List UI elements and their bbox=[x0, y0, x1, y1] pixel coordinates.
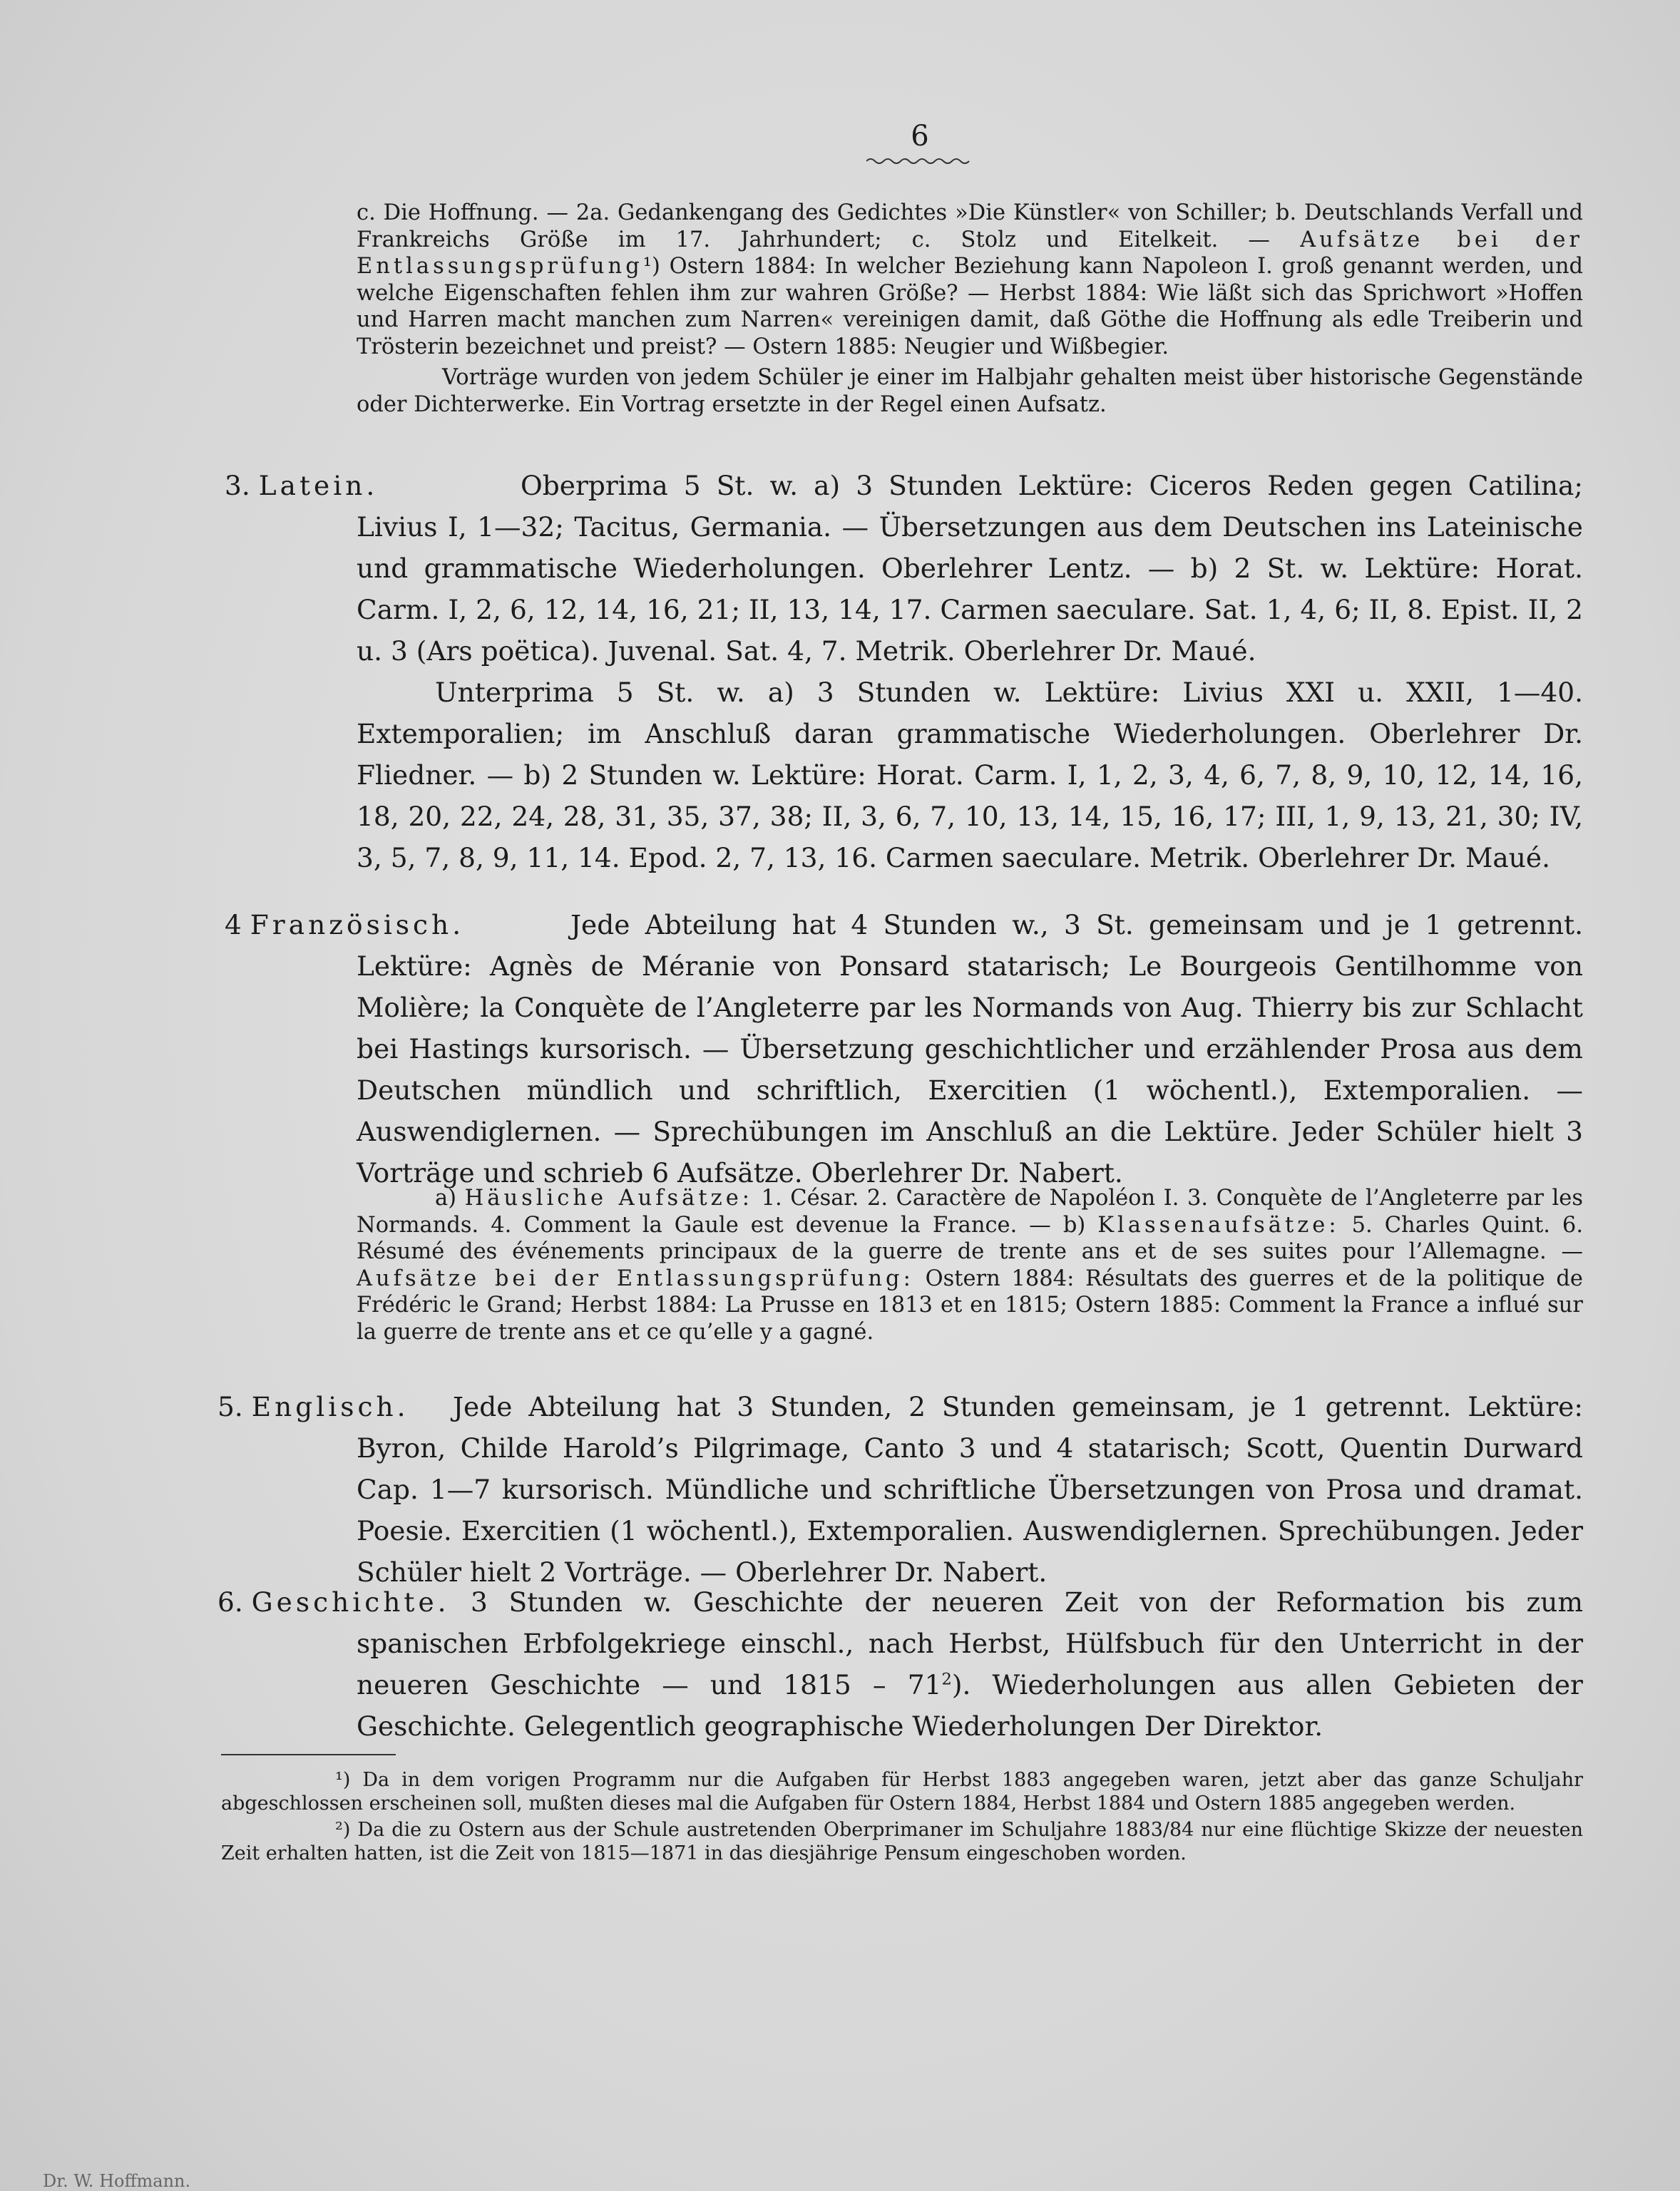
footnote-1: ¹) Da in dem vorigen Programm nur die Aufgaben für Herbst 1883 angegeben waren, jetzt aber das ganze Schuljahr abgeschlossen erscheinen soll, mußten dieses mal die Aufgaben für Ostern 1884, Herbst 1884 und Ostern 1885 angegeben werden. bbox=[221, 1769, 1583, 1815]
spaced-heading: Häusliche Aufsätze: bbox=[464, 1186, 754, 1211]
section-number: 4 Französisch. bbox=[225, 909, 465, 940]
footnotes bbox=[221, 1768, 1583, 1865]
section-number: 5. Englisch. bbox=[217, 1391, 409, 1422]
german-essays-paragraph: c. Die Hoffnung. — 2a. Gedankengang des Gedichtes »Die Künstler« von Schiller; b. Deutschlands Verfall und Frankreichs Größe im 17. Jahrhundert; c. Stolz und Eitelkeit. — Aufsätze bei der Entlassungsprüfung¹) Ostern 1884: In welcher Beziehung kann Napoleon I. groß genannt werden, und welche Eigenschaften fehlen ihm zur wahren Größe? — Herbst 1884: Wie läßt sich das Sprichwort »Hoffen und Harren macht manchen zum Narren« vereinigen damit, daß Göthe die Hoffnung als edle Treiberin und Trösterin bezeichnet und preist? — Ostern 1885: Neugier und Wißbegier. bbox=[357, 200, 1583, 359]
bottom-margin-text: Dr. W. Hoffmann. bbox=[43, 2171, 191, 2191]
section-franzoesisch bbox=[225, 904, 1583, 1194]
spaced-heading: Aufsätze bei der Entlassungsprüfung bbox=[357, 227, 1583, 279]
footnote-divider bbox=[221, 1754, 396, 1755]
section-englisch bbox=[217, 1386, 1583, 1593]
section-title: Geschichte. bbox=[251, 1586, 450, 1618]
geschichte-paragraph: 3 Stunden w. Geschichte der neueren Zeit von der Reformation bis zum spanischen Erbfolgekriege einschl., nach Herbst, Hülfsbuch für den Unterricht in der neueren Geschichte — und $1815 - 71^2$). Wiederholungen aus allen Gebieten der Geschichte. Gelegentlich geographische Wiederholungen Der Direktor. bbox=[357, 1586, 1583, 1742]
section-latein bbox=[225, 465, 1583, 878]
section-geschichte bbox=[217, 1581, 1583, 1747]
section-title: Französisch. bbox=[250, 909, 465, 940]
latein-oberprima: Oberprima 5 St. w. a) 3 Stunden Lektüre: Ciceros Reden gegen Catilina; Livius I, 1—32; Tacitus, Germania. — Übersetzungen aus dem Deutschen ins Lateinische und grammatische Wiederholungen. Oberlehrer Lentz. — b) 2 St. w. Lektüre: Horat. Carm. I, 2, 6, 12, 14, 16, 21; II, 13, 14, 17. Carmen saeculare. Sat. 1, 4, 6; II, 8. Epist. II, 2 u. 3 (Ars poëtica). Juvenal. Sat. 4, 7. Metrik. Oberlehrer Dr. Maué. bbox=[357, 470, 1583, 667]
section-number: 6. Geschichte. bbox=[217, 1586, 450, 1618]
german-essays-section bbox=[357, 200, 1583, 440]
section-title: Latein. bbox=[258, 470, 379, 501]
page-number-ornament bbox=[866, 155, 973, 167]
franzoesisch-paragraph: Jede Abteilung hat 4 Stunden w., 3 St. gemeinsam und je 1 getrennt. Lektüre: Agnès de Méranie von Ponsard statarisch; Le Bourgeois Gentilhomme von Molière; la Conquète de l’Angleterre par les Normands von Aug. Thierry bis zur Schlacht bei Hastings kursorisch. — Übersetzung geschichtlicher und erzählender Prosa aus dem Deutschen mündlich und schriftlich, Exercitien (1 wöchentl.), Extemporalien. — Auswendiglernen. — Sprechübungen im Anschluß an die Lektüre. Jeder Schüler hielt 3 Vorträge und schrieb 6 Aufsätze. Oberlehrer Dr. Nabert. bbox=[357, 909, 1583, 1189]
page-number: 6 bbox=[911, 120, 929, 153]
section-number: 3. Latein. bbox=[225, 470, 379, 501]
lectures-paragraph: Vorträge wurden von jedem Schüler je einer im Halbjahr gehalten meist über historische Gegenstände oder Dichterwerke. Ein Vortrag ersetzte in der Regel einen Aufsatz. bbox=[357, 365, 1583, 417]
footnote-2: ²) Da die zu Ostern aus der Schule austretenden Oberprimaner im Schuljahre 1883/84 nur eine flüchtige Skizze der neuesten Zeit erhalten hatten, ist die Zeit von 1815—1871 in das diesjährige Pensum eingeschoben worden. bbox=[221, 1819, 1583, 1864]
section-title: Englisch. bbox=[251, 1391, 409, 1422]
spaced-heading: Aufsätze bei der Entlassungsprüfung: bbox=[357, 1266, 914, 1291]
french-essays-paragraph: a) Häusliche Aufsätze: 1. César. 2. Caractère de Napoléon I. 3. Conquète de l’Angleterre par les Normands. 4. Comment la Gaule est devenue la France. — b) Klassenaufsätze: 5. Charles Quint. 6. Résumé des événements principaux de la guerre de trente ans et de ses suites pour l’Allemagne. — Aufsätze bei der Entlassungsprüfung: Ostern 1884: Résultats des guerres et de la politique de Frédéric le Grand; Herbst 1884: La Prusse en 1813 et en 1815; Ostern 1885: Comment la France a influé sur la guerre de trente ans et ce qu’elle y a gagné. bbox=[357, 1186, 1584, 1345]
spaced-heading: Klassenaufsätze: bbox=[1097, 1212, 1340, 1238]
latein-unterprima: Unterprima 5 St. w. a) 3 Stunden w. Lektüre: Livius XXI u. XXII, 1—40. Extemporalien; im Anschluß daran grammatische Wiederholungen. Oberlehrer Dr. Fliedner. — b) 2 Stunden w. Lektüre: Horat. Carm. I, 1, 2, 3, 4, 6, 7, 8, 9, 10, 12, 14, 16, 18, 20, 22, 24, 28, 31, 35, 37, 38; II, 3, 6, 7, 10, 13, 14, 15, 16, 17; III, 1, 9, 13, 21, 30; IV, 3, 5, 7, 8, 9, 11, 14. Epod. 2, 7, 13, 16. Carmen saeculare. Metrik. Oberlehrer Dr. Maué. bbox=[357, 677, 1583, 873]
englisch-paragraph: Jede Abteilung hat 3 Stunden, 2 Stunden gemeinsam, je 1 getrennt. Lektüre: Byron, Childe Harold’s Pilgrimage, Canto 3 und 4 statarisch; Scott, Quentin Durward Cap. 1—7 kursorisch. Mündliche und schriftliche Übersetzungen von Prosa und dramat. Poesie. Exercitien (1 wöchentl.), Extemporalien. Auswendiglernen. Sprechübungen. Jeder Schüler hielt 2 Vorträge. — Oberlehrer Dr. Nabert. bbox=[357, 1391, 1583, 1588]
